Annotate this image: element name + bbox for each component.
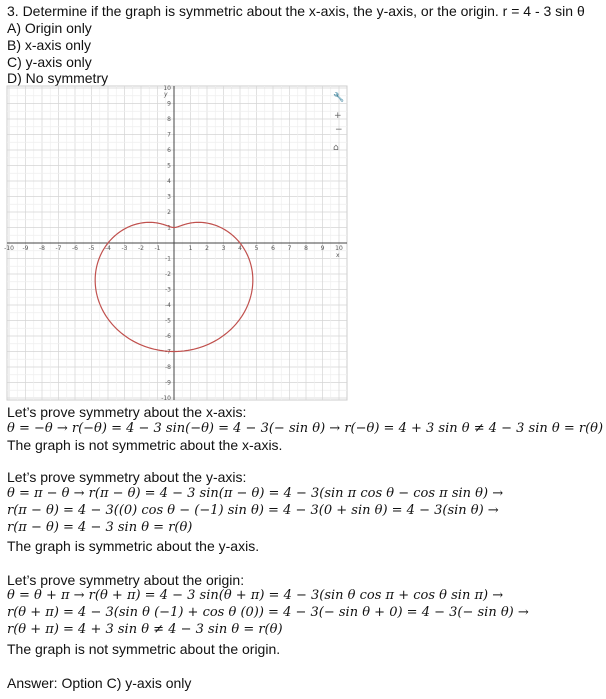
polar-graph[interactable]	[4, 85, 347, 402]
y-tick-label: 8	[167, 116, 171, 123]
y-proof-intro: Let’s prove symmetry about the y-axis:	[7, 469, 247, 485]
origin-proof-intro: Let’s prove symmetry about the origin:	[7, 572, 245, 588]
y-tick-label: 6	[167, 147, 171, 154]
x-tick-label: -5	[88, 245, 95, 252]
y-tick-label: -8	[165, 364, 171, 371]
x-tick-label: 5	[254, 245, 259, 252]
y-proof-conclusion: The graph is symmetric about the y-axis.	[7, 538, 260, 554]
y-tick-label: -3	[165, 286, 171, 294]
y-tick-label: -1	[165, 255, 171, 263]
x-proof-line-1: θ = −θ → r(−θ) = 4 − 3 sin(−θ) = 4 − 3(− sin θ) → r(−θ) = 4 + 3 sin θ ≠ 4 − 3 sin θ = r(θ)	[7, 421, 604, 436]
y-tick-label: -4	[165, 302, 171, 309]
x-tick-label: -9	[22, 245, 29, 252]
origin-proof-conclusion: The graph is not symmetric about the origin.	[7, 641, 281, 657]
y-proof-line-1: θ = π − θ → r(π − θ) = 4 − 3 sin(π − θ) = 4 − 3(sin π cos θ − cos π sin θ) →	[7, 486, 504, 501]
option-b: B) x-axis only	[7, 37, 92, 53]
origin-proof-line-3: r(θ + π) = 4 + 3 sin θ ≠ 4 − 3 sin θ = r(θ)	[7, 622, 283, 637]
y-axis-label: y	[164, 90, 168, 98]
y-tick-label: 5	[167, 162, 171, 170]
answer: Answer: Option C) y-axis only	[7, 675, 192, 691]
x-tick-label: -2	[138, 245, 144, 252]
x-tick-label: -4	[105, 245, 111, 252]
x-tick-label: -3	[121, 245, 128, 252]
x-tick-label: 9	[320, 245, 325, 252]
zoom-in-icon[interactable]: +	[334, 111, 342, 121]
x-tick-label: 10	[335, 245, 343, 252]
x-proof-intro: Let’s prove symmetry about the x-axis:	[7, 404, 247, 420]
y-tick-label: 1	[167, 224, 171, 232]
x-tick-label: 2	[205, 245, 209, 252]
y-tick-label: -7	[165, 348, 171, 356]
y-tick-label: 2	[167, 209, 171, 216]
x-tick-label: -1	[154, 245, 161, 252]
x-tick-label: -8	[39, 245, 45, 252]
x-tick-label: 8	[304, 245, 308, 252]
y-tick-label: -10	[161, 395, 171, 402]
x-axis-label: x	[336, 252, 340, 259]
y-tick-label: 7	[167, 131, 171, 139]
x-tick-label: 3	[221, 245, 226, 252]
y-tick-label: -2	[165, 271, 171, 278]
x-tick-label: 6	[271, 245, 275, 252]
x-tick-label: 4	[238, 245, 242, 252]
option-a: A) Origin only	[7, 20, 92, 36]
x-tick-label: -7	[55, 245, 62, 252]
y-tick-label: 9	[167, 100, 171, 108]
question-text: 3. Determine if the graph is symmetric about the x-axis, the y-axis, or the origin. r = 4 - 3 sin θ	[7, 3, 585, 19]
x-tick-label: -10	[4, 245, 14, 252]
option-c: C) y-axis only	[7, 54, 92, 70]
y-proof-line-2: r(π − θ) = 4 − 3((0) cos θ − (−1) sin θ) = 4 − 3(0 + sin θ) = 4 − 3(sin θ) →	[7, 503, 499, 518]
y-tick-label: 4	[167, 178, 171, 185]
option-d: D) No symmetry	[7, 70, 109, 86]
zoom-out-icon[interactable]: −	[335, 125, 343, 135]
x-tick-label: 7	[287, 245, 292, 252]
origin-proof-line-2: r(θ + π) = 4 − 3(sin θ (−1) + cos θ (0)) = 4 − 3(− sin θ + 0) = 4 − 3(− sin θ) →	[7, 605, 529, 620]
origin-proof-line-1: θ = θ + π → r(θ + π) = 4 − 3 sin(θ + π) = 4 − 3(sin θ cos π + cos θ sin π) →	[7, 588, 504, 603]
wrench-icon[interactable]: 🔧	[333, 93, 345, 103]
x-proof-conclusion: The graph is not symmetric about the x-axis.	[7, 437, 283, 453]
y-tick-label: 3	[167, 193, 171, 201]
y-tick-label: -6	[165, 333, 171, 340]
y-tick-label: 10	[163, 85, 171, 92]
y-proof-line-3: r(π − θ) = 4 − 3 sin θ = r(θ)	[7, 520, 193, 535]
home-icon[interactable]: ⌂	[333, 143, 339, 153]
y-tick-label: -9	[165, 379, 171, 387]
y-tick-label: -5	[165, 317, 171, 325]
x-tick-label: 1	[188, 245, 193, 252]
x-tick-label: -6	[72, 245, 78, 252]
